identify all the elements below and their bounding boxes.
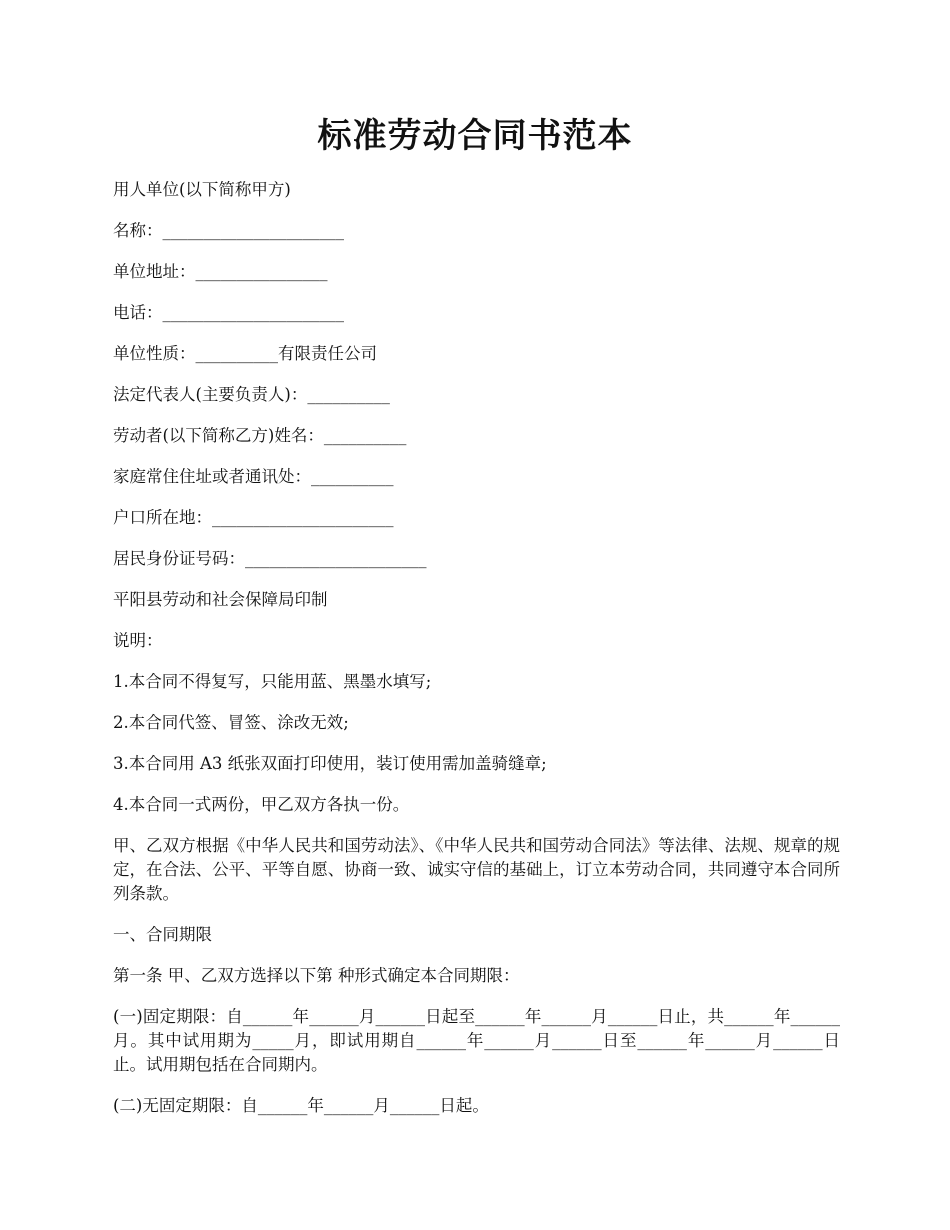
note-item-1: 1.本合同不得复写，只能用蓝、黑墨水填写; bbox=[113, 672, 432, 691]
preamble-paragraph: 甲、乙双方根据《中华人民共和国劳动法》、《中华人民共和国劳动合同法》等法律、法规、规章的规定，在合法、公平、平等自愿、协商一致、诚实守信的基础上，订立本劳动合同，共同遵守本合同所列条款。 bbox=[113, 836, 840, 903]
employee-name-field: 劳动者(以下简称乙方)姓名：__________ bbox=[113, 426, 407, 445]
notes-heading: 说明： bbox=[113, 631, 163, 650]
legal-representative-field: 法定代表人(主要负责人)：__________ bbox=[113, 385, 390, 404]
employer-phone-field: 电话：______________________ bbox=[113, 303, 344, 322]
employer-name-field: 名称：______________________ bbox=[113, 221, 344, 240]
document-title: 标准劳动合同书范本 bbox=[317, 116, 633, 156]
note-item-4: 4.本合同一式两份，甲乙双方各执一份。 bbox=[113, 795, 410, 814]
employer-address-field: 单位地址：________________ bbox=[113, 262, 328, 281]
note-item-3: 3.本合同用 A3 纸张双面打印使用，装订使用需加盖骑缝章; bbox=[113, 754, 547, 773]
household-registration-field: 户口所在地：______________________ bbox=[113, 508, 394, 527]
note-item-2: 2.本合同代签、冒签、涂改无效; bbox=[113, 713, 349, 732]
id-number-field: 居民身份证号码：______________________ bbox=[113, 549, 427, 568]
printed-by-line: 平阳县劳动和社会保障局印制 bbox=[113, 590, 328, 609]
employee-address-field: 家庭常住住址或者通讯处：__________ bbox=[113, 467, 394, 486]
section-heading-contract-term: 一、合同期限 bbox=[113, 925, 212, 944]
employer-heading: 用人单位(以下简称甲方) bbox=[113, 180, 291, 199]
article-1: 第一条 甲、乙双方选择以下第 种形式确定本合同期限： bbox=[113, 966, 520, 985]
fixed-term-clause: (一)固定期限：自______年______月______日起至______年______月______日止，共______年______月。其中试用期为_____月，即试用期自______年______月______日至______年______月______日止。试用期包括在合同期内。 bbox=[113, 1007, 840, 1074]
open-term-clause: (二)无固定期限：自______年______月______日起。 bbox=[113, 1096, 489, 1115]
employer-type-field: 单位性质：__________有限责任公司 bbox=[113, 344, 377, 363]
document-body bbox=[113, 178, 840, 1135]
